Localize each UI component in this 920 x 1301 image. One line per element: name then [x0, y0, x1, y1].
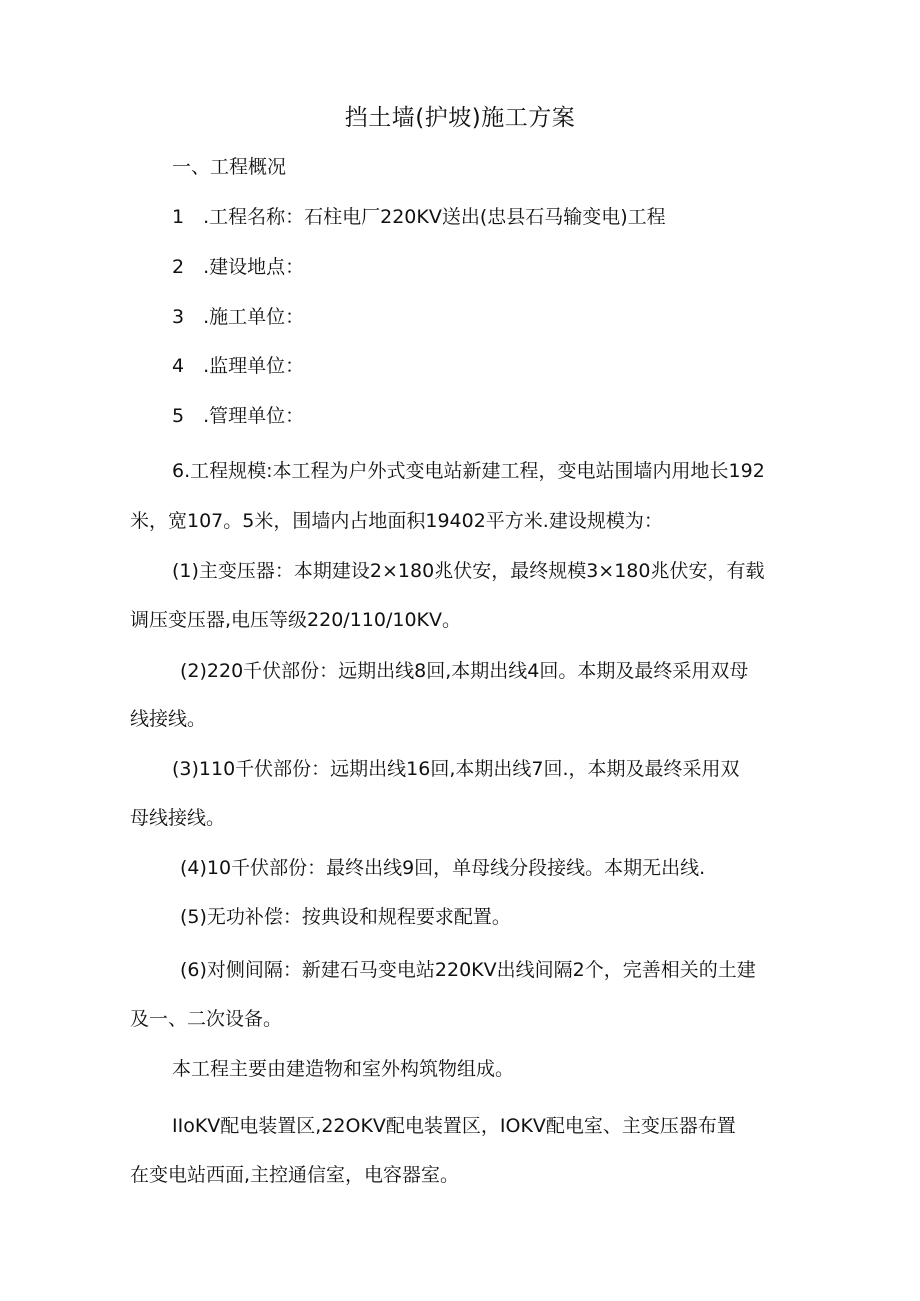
- scale-paragraph-line-2: 米，宽107。5米，围墙内占地面积19402平方米.建设规模为：: [130, 510, 663, 532]
- sub-item-opposite-bay-line-2: 及一、二次设备。: [130, 1008, 283, 1030]
- sub-item-opposite-bay-line-1: (6)对侧间隔：新建石马变电站220KV出线间隔2个，完善相关的土建: [180, 959, 756, 981]
- sub-item-10kv: (4)10千伏部份：最终出线9回，单母线分段接线。本期无出线.: [180, 857, 706, 879]
- document-title: 挡土墙(护坡)施工方案: [344, 105, 576, 131]
- sub-item-transformer-line-1: (1)主变压器：本期建设2×180兆伏安，最终规模3×180兆伏安，有载: [172, 560, 765, 582]
- layout-paragraph-line-1: IIoKV配电装置区,22OKV配电装置区，IOKV配电室、主变压器布置: [172, 1115, 736, 1137]
- sub-item-reactive-compensation: (5)无功补偿：按典设和规程要求配置。: [180, 906, 511, 928]
- sub-item-220kv-line-2: 线接线。: [130, 708, 207, 730]
- section-heading: 一、工程概况: [172, 156, 287, 178]
- item-project-name: 1 .工程名称：石柱电厂220KV送出(忠县石马输变电)工程: [172, 206, 666, 228]
- layout-paragraph-line-2: 在变电站西面,主控通信室，电容器室。: [130, 1164, 460, 1186]
- composition-paragraph: 本工程主要由建造物和室外构筑物组成。: [172, 1058, 515, 1080]
- scale-paragraph-line-1: 6.工程规模:本工程为户外式变电站新建工程，变电站围墙内用地长192: [172, 460, 765, 482]
- sub-item-110kv-line-1: (3)110千伏部份：远期出线16回,本期出线7回.，本期及最终采用双: [172, 758, 740, 780]
- sub-item-220kv-line-1: (2)220千伏部份：远期出线8回,本期出线4回。本期及最终采用双母: [180, 660, 749, 682]
- item-supervision-unit: 4 .监理单位：: [172, 355, 305, 377]
- item-construction-site: 2 .建设地点：: [172, 256, 305, 278]
- sub-item-transformer-line-2: 调压变压器,电压等级220/110/10KV。: [130, 609, 462, 631]
- item-management-unit: 5 .管理单位：: [172, 405, 305, 427]
- item-construction-unit: 3 .施工单位：: [172, 306, 305, 328]
- sub-item-110kv-line-2: 母线接线。: [130, 807, 226, 829]
